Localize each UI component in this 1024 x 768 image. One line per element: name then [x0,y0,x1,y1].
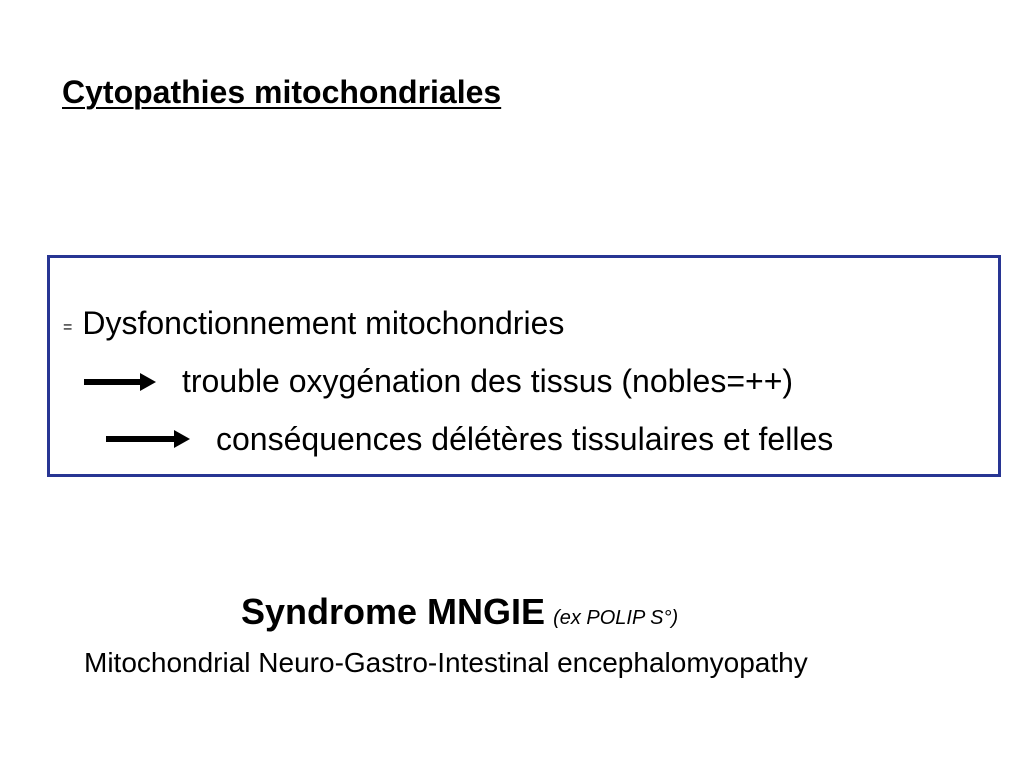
slide-title: Cytopathies mitochondriales [62,74,502,110]
syndrome-note: (ex POLIP S°) [553,607,679,629]
definition-line-1-text: Dysfonctionnement mitochondries [82,305,565,341]
right-arrow-icon [84,372,156,392]
definition-line-1 [63,307,564,339]
definition-line-3: conséquences délétères tissulaires et felles [216,421,834,457]
equals-sign: = [63,319,73,336]
definition-line-2: trouble oxygénation des tissus (nobles=++) [182,363,794,399]
right-arrow-icon [106,429,190,449]
syndrome-full-name: Mitochondrial Neuro-Gastro-Intestinal encephalomyopathy [84,647,808,678]
syndrome-heading [241,591,678,633]
syndrome-name: Syndrome MNGIE [241,591,546,632]
